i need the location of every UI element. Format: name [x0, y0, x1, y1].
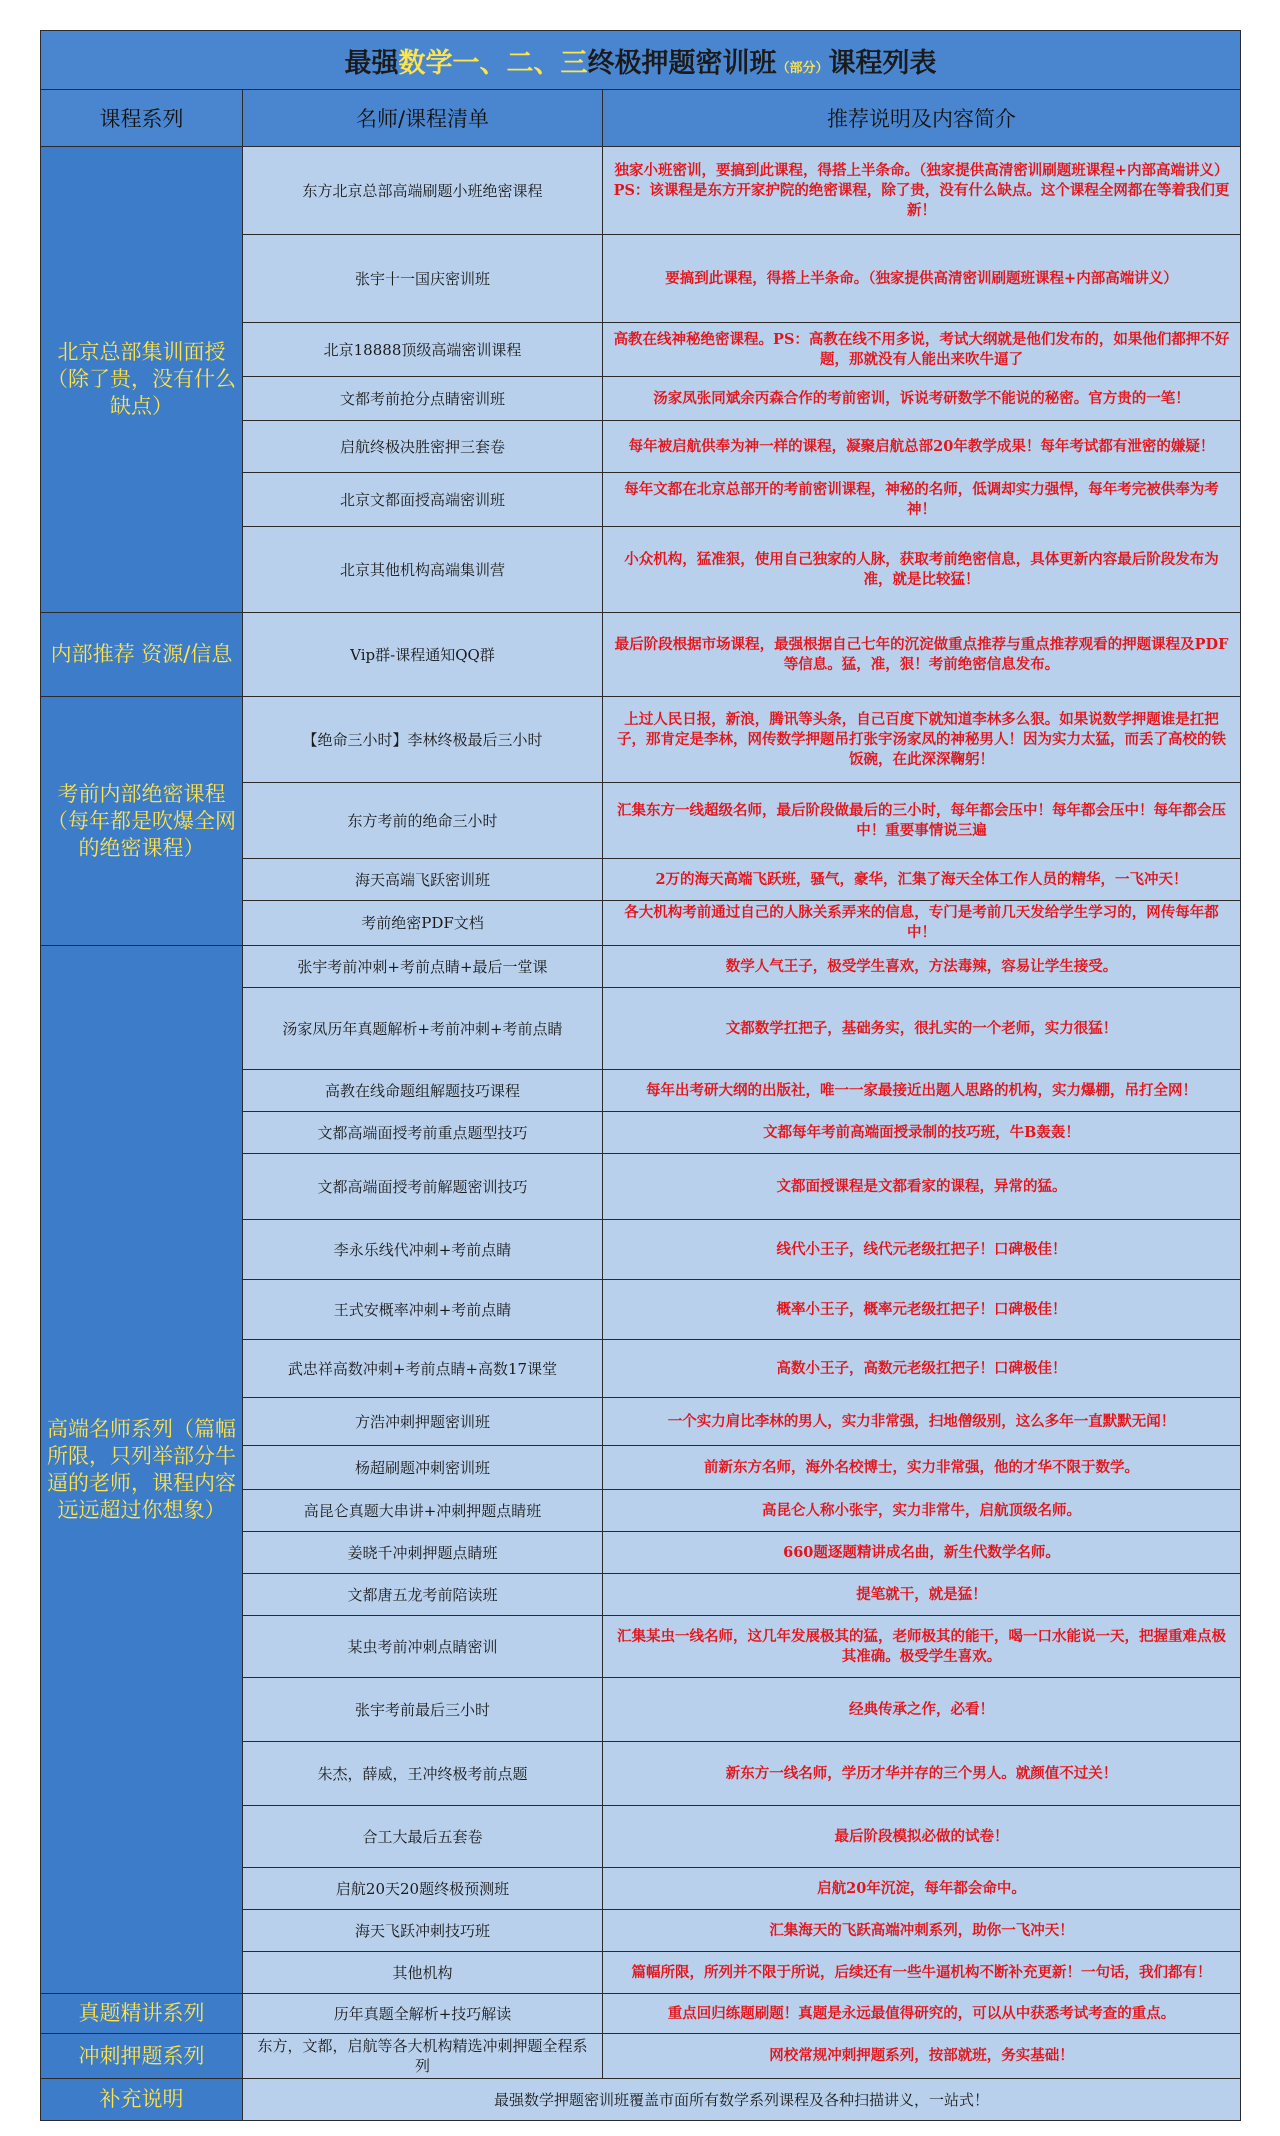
course-name-cell: 海天飞跃冲刺技巧班	[243, 1910, 603, 1952]
course-description-cell: 2万的海天高端飞跃班，骚气，豪华，汇集了海天全体工作人员的精华，一飞冲天！	[603, 859, 1241, 901]
course-description-cell: 网校常规冲刺押题系列，按部就班，务实基础！	[603, 2034, 1241, 2079]
course-name-cell: 杨超刷题冲刺密训班	[243, 1446, 603, 1490]
title-part-1: 最强	[344, 47, 399, 79]
course-description-cell: 汇集海天的飞跃高端冲刺系列，助你一飞冲天！	[603, 1910, 1241, 1952]
category-cell: 真题精讲系列	[41, 1994, 243, 2034]
course-name-cell: 高昆仑真题大串讲+冲刺押题点睛班	[243, 1490, 603, 1532]
title-row	[41, 31, 1241, 90]
course-name-cell: 东方北京总部高端刷题小班绝密课程	[243, 147, 603, 235]
course-description-cell: 文都数学扛把子，基础务实，很扎实的一个老师，实力很猛！	[603, 988, 1241, 1070]
course-name-cell: 张宇考前冲刺+考前点睛+最后一堂课	[243, 946, 603, 988]
category-cell: 考前内部绝密课程（每年都是吹爆全网的绝密课程）	[41, 697, 243, 946]
course-name-cell: 北京文都面授高端密训班	[243, 473, 603, 527]
course-description-cell: 启航20年沉淀，每年都会命中。	[603, 1868, 1241, 1910]
course-description-cell: 提笔就干，就是猛！	[603, 1574, 1241, 1616]
table-row	[41, 1994, 1241, 2034]
course-name-cell: 东方，文都，启航等各大机构精选冲刺押题全程系列	[243, 2034, 603, 2079]
course-description-cell: 高数小王子，高数元老级扛把子！口碑极佳！	[603, 1340, 1241, 1398]
course-description-cell: 高教在线神秘绝密课程。PS：高教在线不用多说，考试大纲就是他们发布的，如果他们都押不好题，那就没有人能出来吹牛逼了	[603, 323, 1241, 377]
course-name-cell: 张宇十一国庆密训班	[243, 235, 603, 323]
course-description-cell: 一个实力肩比李林的男人，实力非常强，扫地僧级别，这么多年一直默默无闻！	[603, 1398, 1241, 1446]
header-course: 名师/课程清单	[243, 90, 603, 147]
header-description: 推荐说明及内容简介	[603, 90, 1241, 147]
course-name-cell: 海天高端飞跃密训班	[243, 859, 603, 901]
course-name-cell: 启航20天20题终极预测班	[243, 1868, 603, 1910]
course-name-cell: 文都高端面授考前解题密训技巧	[243, 1154, 603, 1220]
course-description-cell: 660题逐题精讲成名曲，新生代数学名师。	[603, 1532, 1241, 1574]
header-series: 课程系列	[41, 90, 243, 147]
course-description-cell: 独家小班密训，要搞到此课程，得搭上半条命。（独家提供高清密训刷题班课程+内部高端讲义）PS：该课程是东方开家护院的绝密课程，除了贵，没有什么缺点。这个课程全网都在等着我们更新！	[603, 147, 1241, 235]
course-description-cell: 数学人气王子，极受学生喜欢，方法毒辣，容易让学生接受。	[603, 946, 1241, 988]
supplement-text-cell: 最强数学押题密训班覆盖市面所有数学系列课程及各种扫描讲义，一站式！	[243, 2079, 1241, 2121]
course-name-cell: 张宇考前最后三小时	[243, 1678, 603, 1742]
course-name-cell: 某虫考前冲刺点睛密训	[243, 1616, 603, 1678]
course-description-cell: 汇集东方一线超级名师，最后阶段做最后的三小时，每年都会压中！每年都会压中！每年都会压中！重要事情说三遍	[603, 783, 1241, 859]
page-title	[41, 31, 1241, 90]
course-name-cell: 朱杰，薛威，王冲终极考前点题	[243, 1742, 603, 1806]
course-description-cell: 文都每年考前高端面授录制的技巧班，牛B轰轰！	[603, 1112, 1241, 1154]
table-row	[41, 613, 1241, 697]
course-name-cell: 方浩冲刺押题密训班	[243, 1398, 603, 1446]
course-description-cell: 要搞到此课程，得搭上半条命。（独家提供高清密训刷题班课程+内部高端讲义）	[603, 235, 1241, 323]
table-row	[41, 697, 1241, 783]
course-description-cell: 经典传承之作，必看！	[603, 1678, 1241, 1742]
course-description-cell: 小众机构，猛准狠，使用自己独家的人脉，获取考前绝密信息，具体更新内容最后阶段发布为准，就是比较猛！	[603, 527, 1241, 613]
course-description-cell: 概率小王子，概率元老级扛把子！口碑极佳！	[603, 1280, 1241, 1340]
course-name-cell: 王式安概率冲刺+考前点睛	[243, 1280, 603, 1340]
course-name-cell: 汤家凤历年真题解析+考前冲刺+考前点睛	[243, 988, 603, 1070]
course-name-cell: 高教在线命题组解题技巧课程	[243, 1070, 603, 1112]
course-name-cell: 李永乐线代冲刺+考前点睛	[243, 1220, 603, 1280]
course-description-cell: 汇集某虫一线名师，这几年发展极其的猛，老师极其的能干，喝一口水能说一天，把握重难点极其准确。极受学生喜欢。	[603, 1616, 1241, 1678]
category-cell: 高端名师系列（篇幅所限，只列举部分牛逼的老师，课程内容远远超过你想象）	[41, 946, 243, 1994]
course-description-cell: 新东方一线名师，学历才华并存的三个男人。就颜值不过关！	[603, 1742, 1241, 1806]
title-part-3: 终极押题密训班	[587, 47, 777, 79]
course-table	[40, 30, 1241, 2121]
table-row	[41, 147, 1241, 235]
table-row	[41, 946, 1241, 988]
course-name-cell: 北京其他机构高端集训营	[243, 527, 603, 613]
title-highlight: 数学一、二、三	[398, 47, 588, 79]
course-name-cell: 合工大最后五套卷	[243, 1806, 603, 1868]
course-description-cell: 高昆仑人称小张宇，实力非常牛，启航顶级名师。	[603, 1490, 1241, 1532]
course-description-cell: 汤家凤张同斌余丙森合作的考前密训，诉说考研数学不能说的秘密。官方贵的一笔！	[603, 377, 1241, 421]
header-row	[41, 90, 1241, 147]
supplement-row	[41, 2079, 1241, 2121]
course-name-cell: 姜晓千冲刺押题点睛班	[243, 1532, 603, 1574]
course-description-cell: 前新东方名师，海外名校博士，实力非常强，他的才华不限于数学。	[603, 1446, 1241, 1490]
course-name-cell: 东方考前的绝命三小时	[243, 783, 603, 859]
course-description-cell: 篇幅所限，所列并不限于所说，后续还有一些牛逼机构不断补充更新！一句话，我们都有！	[603, 1952, 1241, 1994]
category-cell: 内部推荐 资源/信息	[41, 613, 243, 697]
course-description-cell: 每年文都在北京总部开的考前密训课程，神秘的名师，低调却实力强悍，每年考完被供奉为考神！	[603, 473, 1241, 527]
supplement-category-cell: 补充说明	[41, 2079, 243, 2121]
course-description-cell: 重点回归练题刷题！真题是永远最值得研究的，可以从中获悉考试考查的重点。	[603, 1994, 1241, 2034]
course-name-cell: 文都高端面授考前重点题型技巧	[243, 1112, 603, 1154]
course-name-cell: 历年真题全解析+技巧解读	[243, 1994, 603, 2034]
course-name-cell: 启航终极决胜密押三套卷	[243, 421, 603, 473]
course-name-cell: Vip群-课程通知QQ群	[243, 613, 603, 697]
course-name-cell: 文都唐五龙考前陪读班	[243, 1574, 603, 1616]
category-cell: 北京总部集训面授（除了贵，没有什么缺点）	[41, 147, 243, 613]
course-description-cell: 最后阶段根据市场课程，最强根据自己七年的沉淀做重点推荐与重点推荐观看的押题课程及PDF等信息。猛，准，狠！考前绝密信息发布。	[603, 613, 1241, 697]
table-row	[41, 2034, 1241, 2079]
title-part-5: 课程列表	[828, 47, 937, 79]
category-cell: 冲刺押题系列	[41, 2034, 243, 2079]
course-description-cell: 上过人民日报，新浪，腾讯等头条，自己百度下就知道李林多么狠。如果说数学押题谁是扛把子，那肯定是李林，网传数学押题吊打张宇汤家凤的神秘男人！因为实力太猛，而丢了高校的铁饭碗，在此深深鞠躬！	[603, 697, 1241, 783]
title-partial-note: （部分）	[776, 60, 829, 76]
course-description-cell: 文都面授课程是文都看家的课程，异常的猛。	[603, 1154, 1241, 1220]
course-name-cell: 【绝命三小时】李林终极最后三小时	[243, 697, 603, 783]
course-description-cell: 最后阶段模拟必做的试卷！	[603, 1806, 1241, 1868]
course-description-cell: 各大机构考前通过自己的人脉关系弄来的信息，专门是考前几天发给学生学习的，网传每年都中！	[603, 901, 1241, 946]
course-name-cell: 北京18888顶级高端密训课程	[243, 323, 603, 377]
course-description-cell: 每年被启航供奉为神一样的课程，凝聚启航总部20年教学成果！每年考试都有泄密的嫌疑！	[603, 421, 1241, 473]
course-name-cell: 考前绝密PDF文档	[243, 901, 603, 946]
course-description-cell: 每年出考研大纲的出版社，唯一一家最接近出题人思路的机构，实力爆棚，吊打全网！	[603, 1070, 1241, 1112]
course-list-sheet	[40, 30, 1240, 2121]
course-name-cell: 其他机构	[243, 1952, 603, 1994]
course-name-cell: 文都考前抢分点睛密训班	[243, 377, 603, 421]
course-name-cell: 武忠祥高数冲刺+考前点睛+高数17课堂	[243, 1340, 603, 1398]
course-description-cell: 线代小王子，线代元老级扛把子！口碑极佳！	[603, 1220, 1241, 1280]
